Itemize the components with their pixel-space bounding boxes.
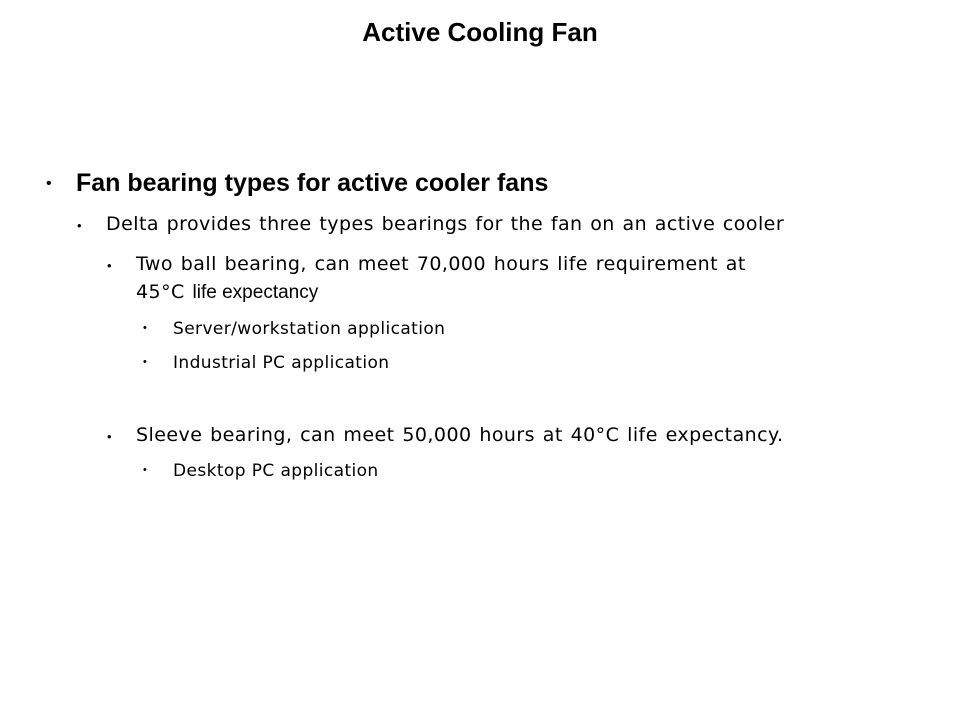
bullet-icon: • [77,218,82,233]
bullet-text: Fan bearing types for active cooler fans [76,169,549,197]
bullet-icon: • [107,258,112,273]
bullet-text-line1: Two ball bearing, can meet 70,000 hours life requirement at [136,253,746,275]
bullet-icon: • [143,464,147,476]
bullet-icon: • [46,175,52,192]
bullet-text-line2 [136,280,318,305]
bullet-text: Sleeve bearing, can meet 50,000 hours at 40°C life expectancy. [136,424,784,446]
temperature-text: 45°C [136,281,193,303]
bullet-text: Industrial PC application [173,353,390,373]
bullet-icon: • [143,356,147,368]
bullet-text: Server/workstation application [173,319,446,339]
bullet-text: Delta provides three types bearings for the fan on an active cooler [106,213,785,235]
bullet-text: Desktop PC application [173,461,379,481]
bullet-icon: • [107,429,112,444]
slide-title: Active Cooling Fan [362,17,598,47]
life-expectancy-text: life expectancy [192,282,319,303]
bullet-icon: • [143,322,147,334]
